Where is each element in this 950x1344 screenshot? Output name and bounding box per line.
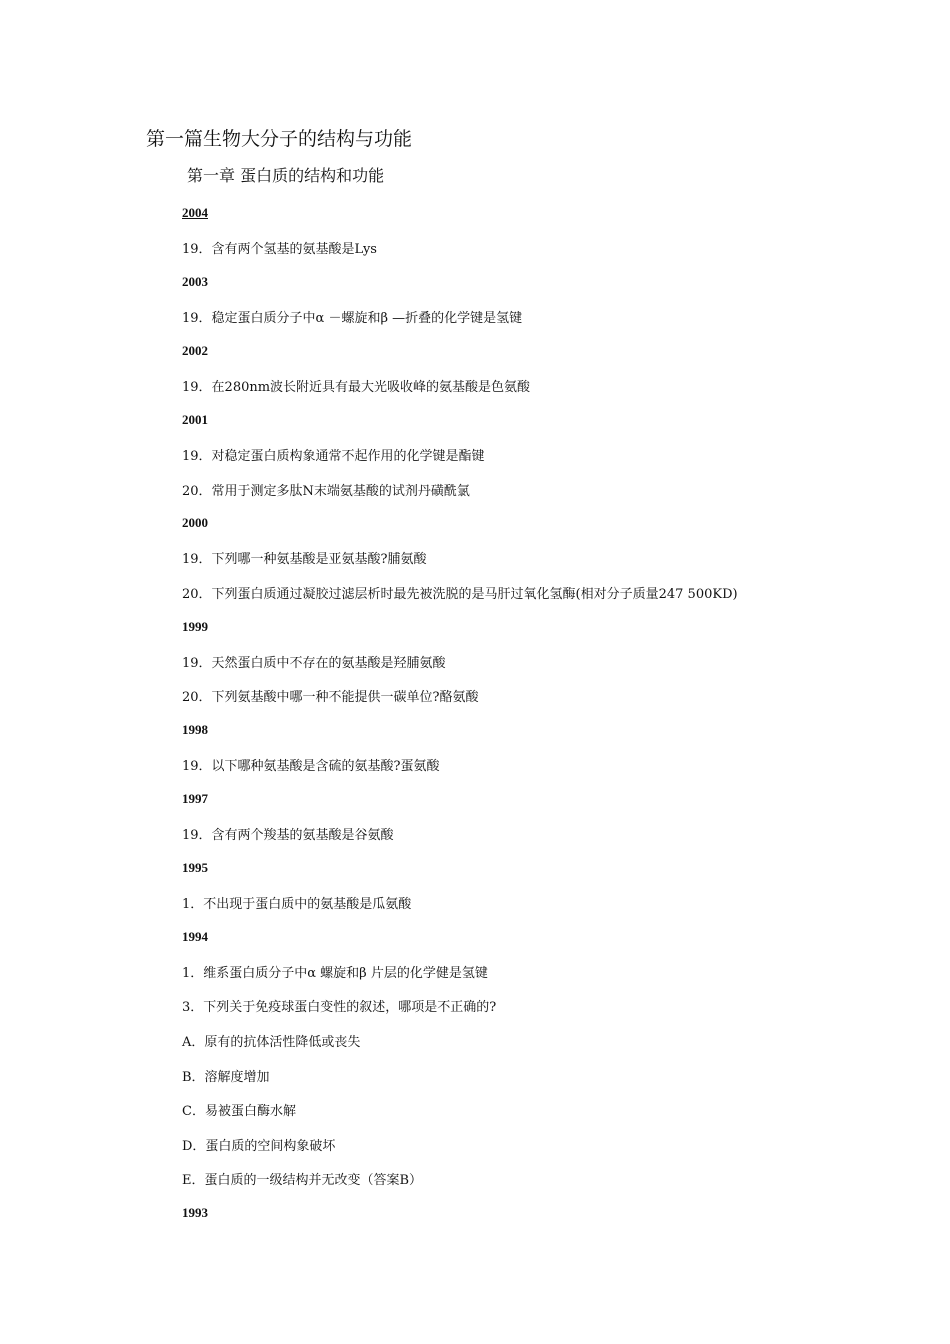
question-line: 1．不出现于蛋白质中的氨基酸是瓜氨酸 [182,897,412,912]
question-line: 20．下列氨基酸中哪一种不能提供一碳单位?酪氨酸 [182,690,479,705]
question-line: 19．下列哪一种氨基酸是亚氨基酸?脯氨酸 [182,552,427,567]
year-heading: 1994 [182,929,208,944]
year-heading: 2001 [182,412,208,427]
question-line: 19．对稳定蛋白质构象通常不起作用的化学键是酯键 [182,449,485,464]
question-line: 3．下列关于免疫球蛋白变性的叙述，哪项是不正确的? [182,1000,497,1015]
question-line: 19．天然蛋白质中不存在的氨基酸是羟脯氨酸 [182,656,446,671]
year-heading: 2004 [182,205,208,220]
answer-option: A．原有的抗体活性降低或丧失 [182,1035,361,1050]
question-line: 19．稳定蛋白质分子中α －螺旋和β —折叠的化学键是氢键 [182,311,523,326]
year-heading: 2003 [182,274,208,289]
question-line: 19．在280nm波长附近具有最大光吸收峰的氨基酸是色氨酸 [182,380,531,395]
answer-option: E．蛋白质的一级结构并无改变（答案B） [182,1173,423,1188]
question-line: 20．常用于测定多肽N末端氨基酸的试剂丹磺酰氯 [182,484,470,499]
question-line: 19．以下哪种氨基酸是含硫的氨基酸?蛋氨酸 [182,759,440,774]
year-heading: 1995 [182,860,208,875]
year-heading: 2002 [182,343,208,358]
part-title: 第一篇生物大分子的结构与功能 [146,128,413,150]
answer-option: C．易被蛋白酶水解 [182,1104,296,1119]
year-heading: 1998 [182,722,208,737]
question-line: 19．含有两个羧基的氨基酸是谷氨酸 [182,828,394,843]
question-line: 1．维系蛋白质分子中α 螺旋和β 片层的化学健是氢键 [182,966,488,981]
year-heading: 1997 [182,791,208,806]
year-heading: 1999 [182,619,208,634]
chapter-title: 第一章 蛋白质的结构和功能 [187,166,385,185]
question-line: 19．含有两个氢基的氨基酸是Lys [182,242,377,257]
year-heading: 2000 [182,515,208,530]
answer-option: D．蛋白质的空间构象破坏 [182,1139,336,1154]
answer-option: B．溶解度增加 [182,1070,270,1085]
question-line: 20．下列蛋白质通过凝胶过滤层析时最先被洗脱的是马肝过氧化氢酶(相对分子质量247 500KD) [182,587,738,602]
year-heading: 1993 [182,1205,208,1220]
